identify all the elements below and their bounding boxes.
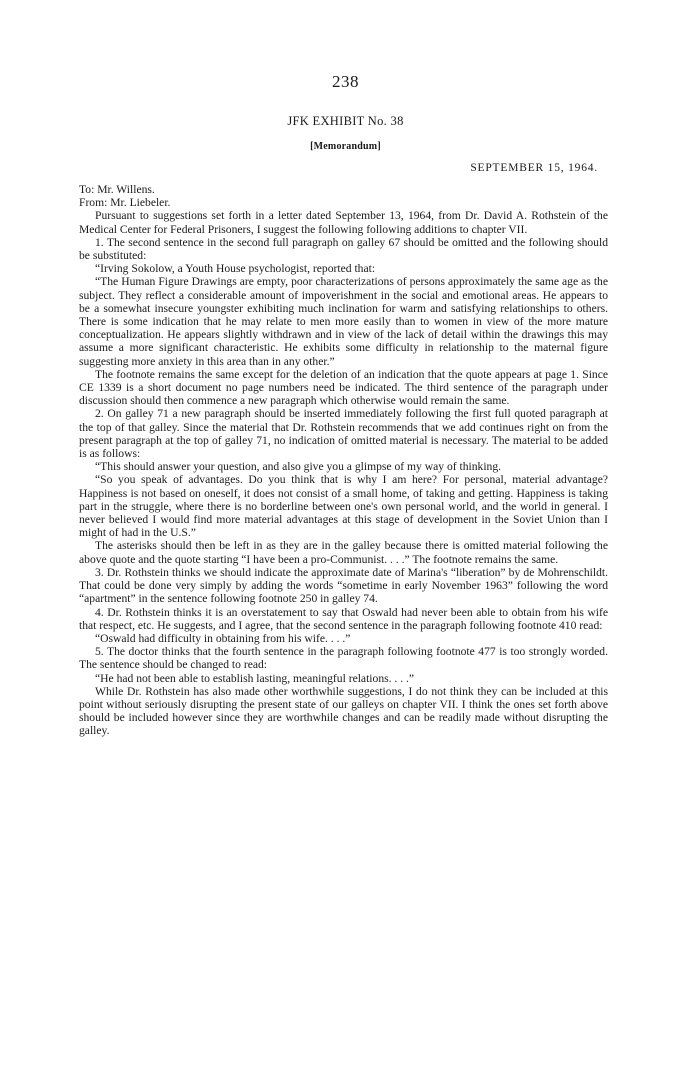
paragraph: 1. The second sentence in the second full paragraph on galley 67 should be omitted and the following should be substituted: [79,235,608,263]
paragraph: Pursuant to suggestions set forth in a letter dated September 13, 1964, from Dr. David A. Rothstein of the Medical Center for Federal Prisoners, I suggest the following following additions to chapter VII. [79,209,608,236]
paragraph: “This should answer your question, and also give you a glimpse of my way of thinking. [95,460,502,474]
paragraph: “He had not been able to establish lasting, meaningful relations. . . .” [95,671,415,685]
paragraph: “Oswald had difficulty in obtaining from his wife. . . .” [95,631,351,645]
memo-date: SEPTEMBER 15, 1964. [470,162,598,174]
paragraph: 2. On galley 71 a new paragraph should be inserted immediately following the first full quoted paragraph at the top of that galley. Since the material that Dr. Rothstein recommends that we add continues right on from the present paragraph at the top of galley 71, no indication of omitted material is necessary. The material to be added is as follows: [79,407,608,461]
paragraph: While Dr. Rothstein has also made other worthwhile suggestions, I do not think they can be included at this point without seriously disrupting the present state of our galleys on chapter VII. I think the ones set forth above should be included however since they are worthwhile changes and can be readily made without disrupting the galley. [79,684,608,738]
paragraph: 3. Dr. Rothstein thinks we should indicate the approximate date of Marina's “liberation” by de Mohrenschildt. That could be done very simply by adding the words “sometime in early November 1963” following the word “apartment” in the sentence following footnote 250 in galley 74. [79,565,608,606]
paragraph: “The Human Figure Drawings are empty, poor characterizations of persons approximately the same age as the subject. They reflect a considerable amount of impoverishment in the social and emotional areas. He appears to be a somewhat insecure youngster exhibiting much inclination for warm and satisfying relationships to others. There is some indication that he may relate to men more easily than to women in view of the more mature conceptualization. He appears slightly withdrawn and in view of the lack of detail within the drawings this may assume a more significant characteristic. He exhibits some difficulty in relationship to the maternal figure suggesting more anxiety in this area than in any other.” [79,275,608,368]
page-number: 238 [332,72,359,91]
to-line: To: Mr. Willens. [79,183,155,196]
from-line: From: Mr. Liebeler. [79,196,171,210]
paragraph: “So you speak of advantages. Do you think that is why I am here? For personal, material advantage? Happiness is not based on oneself, it does not consist of a small home, of taking and getting. Happiness is taking part in the struggle, where there is no borderline between one's own personal world, and the world in general. I never believed I would find more material advantages at this stage of development in the Soviet Union than I might of had in the U.S.” [79,473,608,540]
paragraph: The asterisks should then be left in as they are in the galley because there is omitted material following the above quote and the quote starting “I have been a pro-Communist. . . .” The footnote remains the same. [79,539,608,566]
memo-body [79,183,608,738]
paragraph: “Irving Sokolow, a Youth House psychologist, reported that: [95,262,376,276]
paragraph: The footnote remains the same except for the deletion of an indication that the quote appears at page 1. Since CE 1339 is a short document no page numbers need be indicated. The third sentence of the paragraph under discussion should then commence a new paragraph which otherwise would remain the same. [79,367,608,408]
paragraph: 5. The doctor thinks that the fourth sentence in the paragraph following footnote 477 is too strongly worded. The sentence should be changed to read: [79,645,608,672]
paragraph: 4. Dr. Rothstein thinks it is an overstatement to say that Oswald had never been able to obtain from his wife that respect, etc. He suggests, and I agree, that the second sentence in the paragraph following footnote 410 read: [79,605,608,632]
memorandum-label: [Memorandum] [310,141,381,152]
exhibit-title: JFK EXHIBIT No. 38 [287,114,404,128]
